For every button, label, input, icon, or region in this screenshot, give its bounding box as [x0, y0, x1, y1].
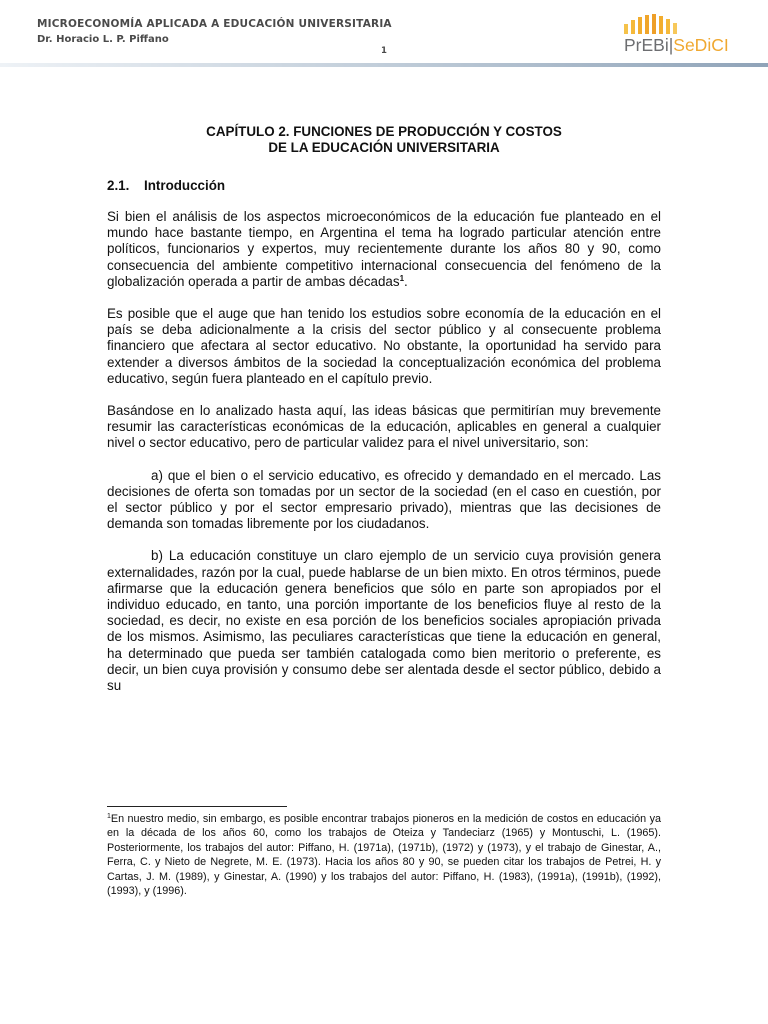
- section-number: 2.1.: [107, 178, 130, 193]
- logo-bars-icon: [624, 10, 704, 34]
- logo-wordmark: [624, 35, 729, 55]
- footnote-text: En nuestro medio, sin embargo, es posible encontrar trabajos pioneros en la medición de costos en educación ya en la década de los años 60, como los trabajos de Oteiza y Tandeciarz (1965) y Montuschi, L. (1965). Posteriormente, los trabajos del autor: Piffano, H. (1971a), (1971b), (1972) y (1973), y el trabajo de Ginestar, A., Ferra, C. y Nieto de Negrete, M. E. (1973). Hacia los años 80 y 90, se pueden citar los trabajos de Petrei, H. y Cartas, J. M. (1989), y Ginestar, A. (1990) y los trabajos del autor: Piffano, H. (1983), (1991a), (1991b), (1992), (1993), y (1996).: [107, 813, 661, 898]
- paragraph-item-b: b) La educación constituye un claro ejemplo de un servicio cuya provisión genera externalidades, razón por la cual, puede hablarse de un bien mixto. En otros términos, puede afirmarse que la educación genera beneficios que sólo en parte son apropiados por el individuo educado, en tanto, una porción importante de los beneficios fluye al resto de la sociedad, es decir, no existe en esa porción de los beneficios sociales apropiación privada de los mismos. Asimismo, las peculiares características que tiene la educación en general, ha determinado que pueda ser también catalogada como bien meritorio o preferente, es decir, un bien cuya provisión y consumo debe ser alentada desde el sector público, debido a su: [107, 548, 661, 694]
- page-body: [107, 124, 661, 694]
- section-heading: [107, 178, 661, 194]
- header-divider: [0, 63, 768, 67]
- logo-separator: |: [668, 35, 674, 55]
- section-title: Introducción: [144, 178, 226, 193]
- paragraph-3: Basándose en lo analizado hasta aquí, las ideas básicas que permitirían muy brevemente resumir las características económicas de la educación, aplicables en general a cualquier nivel o sector educativo, pero de particular validez para el nivel universitario, son:: [107, 403, 661, 451]
- paragraph-2: Es posible que el auge que han tenido los estudios sobre economía de la educación en el país se deba adicionalmente a la crisis del sector público y al consecuente problema financiero que afectara al sector educativo. No obstante, la oportunidad ha servido para extender a diversos ámbitos de la sociedad la conceptualización económica del problema educativo, según fuera planteado en el capítulo previo.: [107, 306, 661, 386]
- header-title: MICROECONOMÍA APLICADA A EDUCACIÓN UNIVERSITARIA: [37, 18, 392, 30]
- page-header: [0, 0, 768, 74]
- chapter-title-line-2: DE LA EDUCACIÓN UNIVERSITARIA: [268, 140, 500, 155]
- paragraph-1-end: .: [404, 273, 408, 289]
- paragraph-item-a: a) que el bien o el servicio educativo, es ofrecido y demandado en el mercado. Las decisiones de oferta son tomadas por un sector de la sociedad (en el caso en cuestión, por el sector público y por el sector empresario privado), mientras que las decisiones de demanda son tomadas libremente por los ciudadanos.: [107, 467, 661, 532]
- header-author: Dr. Horacio L. P. Piffano: [37, 34, 169, 45]
- page-number: 1: [381, 46, 387, 56]
- logo-sedici-text: SeDiCI: [673, 35, 729, 55]
- paragraph-1-text: Si bien el análisis de los aspectos microeconómicos de la educación fue planteado en el mundo hace bastante tiempo, en Argentina el tema ha logrado particular atención entre políticos, funcionarios y expertos, muy recientemente durante los años 80 y 90, como consecuencia del ambiente competitivo internacional consecuencia del fenómeno de la globalización operada a partir de ambas décadas: [107, 209, 661, 289]
- footnote-reference[interactable]: 1: [399, 273, 405, 283]
- logo-prebi-text: PrEBi: [624, 35, 669, 55]
- chapter-title: [107, 124, 661, 156]
- footnote-divider: [107, 806, 287, 807]
- prebi-sedici-logo: [622, 10, 752, 58]
- footnote: [107, 812, 661, 898]
- chapter-title-line-1: CAPÍTULO 2. FUNCIONES DE PRODUCCIÓN Y COSTOS: [206, 124, 562, 139]
- paragraph-1: [107, 209, 661, 290]
- footnote-number: 1: [107, 813, 111, 820]
